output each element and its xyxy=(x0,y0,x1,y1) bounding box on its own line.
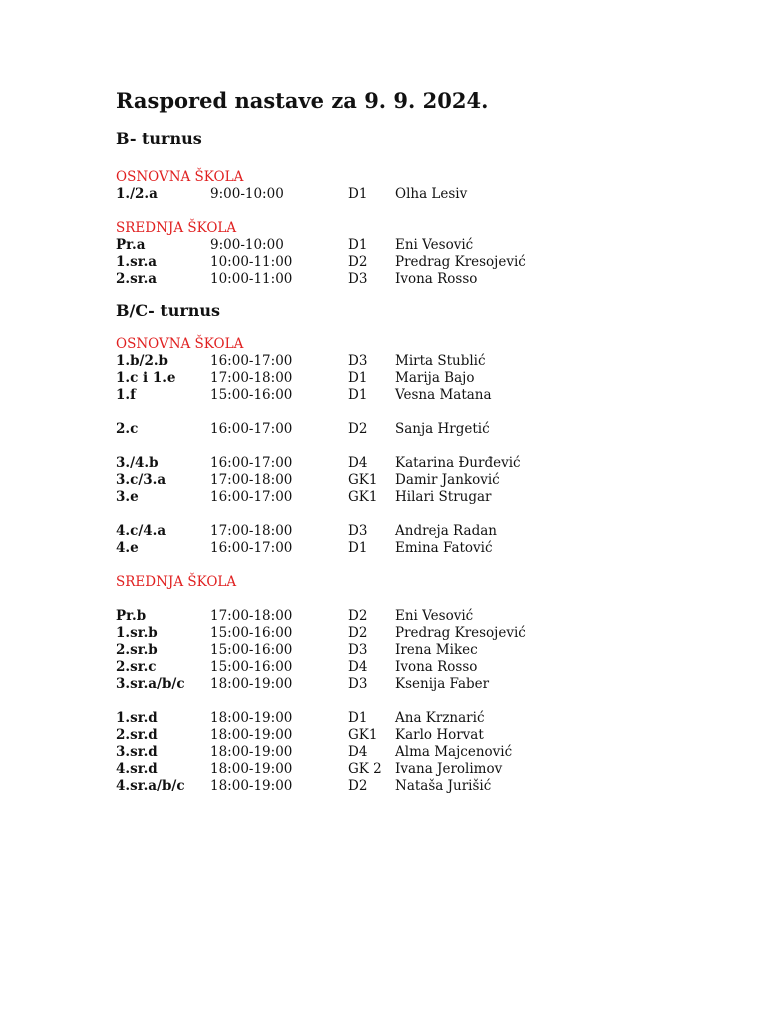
teacher-cell: Andreja Radan xyxy=(395,523,497,539)
room-cell: GK1 xyxy=(348,727,378,743)
room-cell: D2 xyxy=(348,421,368,437)
class-cell: 2.sr.b xyxy=(116,642,158,658)
table-row xyxy=(116,778,736,795)
room-cell: D4 xyxy=(348,744,368,760)
time-cell: 18:00-19:00 xyxy=(210,710,293,726)
class-cell: 2.c xyxy=(116,421,139,437)
time-cell: 15:00-16:00 xyxy=(210,659,293,675)
room-cell: D3 xyxy=(348,676,368,692)
room-cell: D3 xyxy=(348,353,368,369)
class-cell: Pr.b xyxy=(116,608,147,624)
room-cell: D1 xyxy=(348,387,368,403)
section-heading-b-turnus: B- turnus xyxy=(116,129,202,148)
class-cell: 3.sr.d xyxy=(116,744,158,760)
time-cell: 16:00-17:00 xyxy=(210,455,293,471)
table-row xyxy=(116,676,736,693)
room-cell: D3 xyxy=(348,642,368,658)
teacher-cell: Ivana Jerolimov xyxy=(395,761,503,777)
class-cell: 4.e xyxy=(116,540,139,556)
table-row xyxy=(116,659,736,676)
class-cell: 4.sr.a/b/c xyxy=(116,778,185,794)
time-cell: 16:00-17:00 xyxy=(210,489,293,505)
section-heading-bc-turnus: B/C- turnus xyxy=(116,301,221,320)
teacher-cell: Karlo Horvat xyxy=(395,727,484,743)
table-row xyxy=(116,761,736,778)
table-row xyxy=(116,642,736,659)
time-cell: 10:00-11:00 xyxy=(210,254,293,270)
table-row xyxy=(116,625,736,642)
class-cell: 1.sr.a xyxy=(116,254,158,270)
table-row xyxy=(116,353,736,370)
time-cell: 16:00-17:00 xyxy=(210,540,293,556)
teacher-cell: Olha Lesiv xyxy=(395,186,468,202)
class-cell: 3.c/3.a xyxy=(116,472,167,488)
room-cell: D4 xyxy=(348,659,368,675)
time-cell: 18:00-19:00 xyxy=(210,778,293,794)
room-cell: D3 xyxy=(348,523,368,539)
time-cell: 15:00-16:00 xyxy=(210,625,293,641)
class-cell: 3.e xyxy=(116,489,139,505)
teacher-cell: Ivona Rosso xyxy=(395,271,478,287)
table-row xyxy=(116,370,736,387)
room-cell: D2 xyxy=(348,778,368,794)
class-cell: 1./2.a xyxy=(116,186,158,202)
teacher-cell: Ana Krznarić xyxy=(395,710,485,726)
document xyxy=(116,86,736,795)
class-cell: 3.sr.a/b/c xyxy=(116,676,185,692)
table-row xyxy=(116,421,736,438)
teacher-cell: Irena Mikec xyxy=(395,642,478,658)
time-cell: 16:00-17:00 xyxy=(210,421,293,437)
room-cell: D1 xyxy=(348,370,368,386)
table-row xyxy=(116,540,736,557)
table-row xyxy=(116,727,736,744)
teacher-cell: Nataša Jurišić xyxy=(395,778,492,794)
room-cell: GK1 xyxy=(348,472,378,488)
room-cell: GK 2 xyxy=(348,761,382,777)
school-label-srednja: SREDNJA ŠKOLA xyxy=(116,220,237,236)
room-cell: D1 xyxy=(348,540,368,556)
table-row xyxy=(116,237,736,254)
teacher-cell: Predrag Kresojević xyxy=(395,625,526,641)
time-cell: 10:00-11:00 xyxy=(210,271,293,287)
table-row xyxy=(116,710,736,727)
time-cell: 18:00-19:00 xyxy=(210,761,293,777)
teacher-cell: Eni Vesović xyxy=(395,237,474,253)
room-cell: D1 xyxy=(348,237,368,253)
table-row xyxy=(116,186,736,203)
time-cell: 17:00-18:00 xyxy=(210,523,293,539)
class-cell: 1.b/2.b xyxy=(116,353,168,369)
table-row xyxy=(116,744,736,761)
teacher-cell: Katarina Đurđević xyxy=(395,455,521,471)
room-cell: GK1 xyxy=(348,489,378,505)
time-cell: 17:00-18:00 xyxy=(210,370,293,386)
time-cell: 9:00-10:00 xyxy=(210,237,284,253)
school-label-osnovna: OSNOVNA ŠKOLA xyxy=(116,336,244,352)
time-cell: 18:00-19:00 xyxy=(210,744,293,760)
teacher-cell: Eni Vesović xyxy=(395,608,474,624)
teacher-cell: Marija Bajo xyxy=(395,370,475,386)
class-cell: 4.sr.d xyxy=(116,761,158,777)
teacher-cell: Alma Majcenović xyxy=(395,744,513,760)
time-cell: 18:00-19:00 xyxy=(210,727,293,743)
class-cell: 2.sr.a xyxy=(116,271,158,287)
table-row xyxy=(116,455,736,472)
time-cell: 15:00-16:00 xyxy=(210,642,293,658)
page-title: Raspored nastave za 9. 9. 2024. xyxy=(116,88,489,113)
time-cell: 17:00-18:00 xyxy=(210,472,293,488)
room-cell: D1 xyxy=(348,710,368,726)
room-cell: D3 xyxy=(348,271,368,287)
table-row xyxy=(116,271,736,288)
class-cell: 2.sr.d xyxy=(116,727,158,743)
table-row xyxy=(116,523,736,540)
teacher-cell: Predrag Kresojević xyxy=(395,254,526,270)
room-cell: D2 xyxy=(348,625,368,641)
class-cell: 3./4.b xyxy=(116,455,159,471)
time-cell: 16:00-17:00 xyxy=(210,353,293,369)
room-cell: D2 xyxy=(348,608,368,624)
teacher-cell: Hilari Strugar xyxy=(395,489,492,505)
time-cell: 9:00-10:00 xyxy=(210,186,284,202)
teacher-cell: Mirta Stublić xyxy=(395,353,486,369)
time-cell: 18:00-19:00 xyxy=(210,676,293,692)
teacher-cell: Vesna Matana xyxy=(395,387,492,403)
table-row xyxy=(116,387,736,404)
room-cell: D1 xyxy=(348,186,368,202)
table-row xyxy=(116,472,736,489)
class-cell: 1.f xyxy=(116,387,136,403)
school-label-srednja: SREDNJA ŠKOLA xyxy=(116,574,237,590)
time-cell: 15:00-16:00 xyxy=(210,387,293,403)
class-cell: 1.sr.b xyxy=(116,625,158,641)
class-cell: Pr.a xyxy=(116,237,146,253)
teacher-cell: Ivona Rosso xyxy=(395,659,478,675)
table-row xyxy=(116,254,736,271)
room-cell: D4 xyxy=(348,455,368,471)
school-label-osnovna: OSNOVNA ŠKOLA xyxy=(116,169,244,185)
teacher-cell: Sanja Hrgetić xyxy=(395,421,490,437)
table-row xyxy=(116,489,736,506)
class-cell: 1.c i 1.e xyxy=(116,370,176,386)
teacher-cell: Ksenija Faber xyxy=(395,676,490,692)
teacher-cell: Damir Janković xyxy=(395,472,500,488)
class-cell: 4.c/4.a xyxy=(116,523,167,539)
time-cell: 17:00-18:00 xyxy=(210,608,293,624)
table-row xyxy=(116,608,736,625)
teacher-cell: Emina Fatović xyxy=(395,540,493,556)
room-cell: D2 xyxy=(348,254,368,270)
class-cell: 1.sr.d xyxy=(116,710,158,726)
class-cell: 2.sr.c xyxy=(116,659,157,675)
